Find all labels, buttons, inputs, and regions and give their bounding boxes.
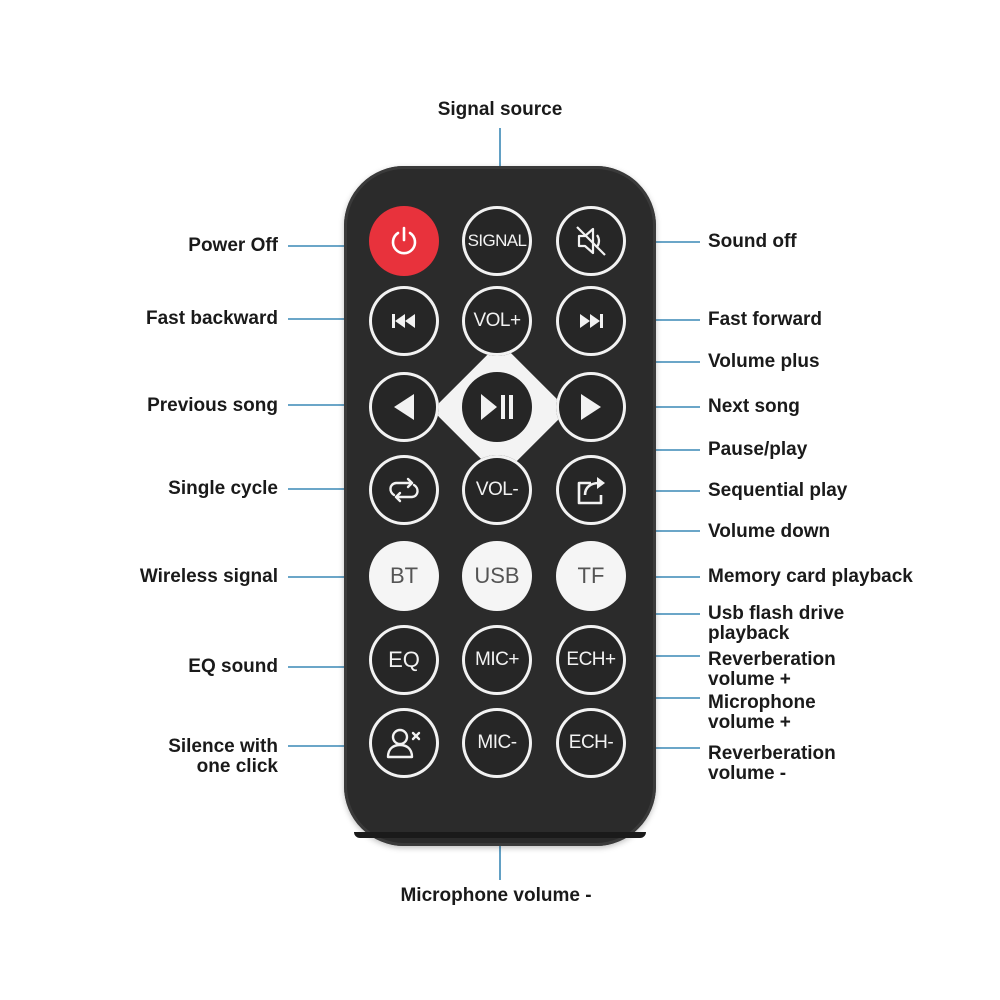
label-sequential-play: Sequential play bbox=[708, 480, 848, 501]
label-wireless-signal: Wireless signal bbox=[139, 566, 278, 587]
label-previous-song: Previous song bbox=[147, 395, 278, 416]
label-mic-plus-line1: Microphone bbox=[708, 692, 816, 713]
tf-button[interactable] bbox=[556, 541, 626, 611]
label-reverb-plus-line2: volume + bbox=[708, 669, 791, 690]
signal-button[interactable] bbox=[462, 206, 532, 276]
previous-button[interactable] bbox=[369, 372, 439, 442]
fast-backward-button[interactable] bbox=[369, 286, 439, 356]
label-eq-sound: EQ sound bbox=[188, 656, 278, 677]
vol-minus-button[interactable] bbox=[462, 455, 532, 525]
mute-speaker-icon bbox=[572, 222, 610, 260]
label-usb-playback-line1: Usb flash drive bbox=[708, 603, 845, 624]
bt-button[interactable] bbox=[369, 541, 439, 611]
label-reverb-minus-line2: volume - bbox=[708, 763, 787, 784]
fast-forward-button[interactable] bbox=[556, 286, 626, 356]
bt-label: BT bbox=[389, 563, 419, 588]
repeat-icon bbox=[386, 475, 422, 505]
label-reverb-minus-line1: Reverberation bbox=[708, 743, 836, 764]
ech-plus-button[interactable] bbox=[556, 625, 626, 695]
label-microphone-volume-minus: Microphone volume - bbox=[400, 885, 592, 906]
usb-label: USB bbox=[474, 563, 520, 588]
silence-button[interactable] bbox=[369, 708, 439, 778]
label-sound-off: Sound off bbox=[708, 231, 797, 252]
signal-button-label: SIGNAL bbox=[467, 231, 527, 250]
label-fast-backward: Fast backward bbox=[146, 308, 278, 329]
label-volume-plus: Volume plus bbox=[708, 351, 820, 372]
vol-plus-label: VOL+ bbox=[473, 310, 521, 331]
label-single-cycle: Single cycle bbox=[168, 478, 278, 499]
vol-minus-label: VOL- bbox=[475, 479, 519, 500]
fast-forward-icon bbox=[576, 311, 606, 331]
previous-arrow-icon bbox=[390, 392, 418, 422]
label-next-song: Next song bbox=[708, 396, 800, 417]
eq-label: EQ bbox=[388, 647, 420, 672]
ech-minus-button[interactable] bbox=[556, 708, 626, 778]
label-signal-source: Signal source bbox=[437, 99, 563, 120]
sequential-button[interactable] bbox=[556, 455, 626, 525]
share-arrow-icon bbox=[573, 473, 609, 507]
next-button[interactable] bbox=[556, 372, 626, 442]
label-silence-line2: one click bbox=[196, 756, 278, 777]
mic-plus-button[interactable] bbox=[462, 625, 532, 695]
tf-label: TF bbox=[577, 563, 605, 588]
mic-minus-button[interactable] bbox=[462, 708, 532, 778]
ech-minus-label: ECH- bbox=[568, 732, 614, 753]
power-icon bbox=[387, 224, 421, 258]
mic-minus-label: MIC- bbox=[477, 732, 517, 753]
ech-plus-label: ECH+ bbox=[566, 649, 616, 670]
label-usb-playback-line2: playback bbox=[708, 623, 790, 644]
single-cycle-button[interactable] bbox=[369, 455, 439, 525]
fast-backward-icon bbox=[389, 311, 419, 331]
next-arrow-icon bbox=[577, 392, 605, 422]
vol-plus-button[interactable] bbox=[462, 286, 532, 356]
label-mic-plus-line2: volume + bbox=[708, 712, 791, 733]
user-mute-icon bbox=[385, 726, 423, 760]
label-pause-play: Pause/play bbox=[708, 439, 808, 460]
eq-button[interactable] bbox=[369, 625, 439, 695]
label-power-off: Power Off bbox=[188, 235, 278, 256]
play-pause-button[interactable] bbox=[462, 372, 532, 442]
power-button[interactable] bbox=[369, 206, 439, 276]
label-reverb-plus-line1: Reverberation bbox=[708, 649, 836, 670]
label-fast-forward: Fast forward bbox=[708, 309, 823, 330]
play-pause-icon bbox=[477, 391, 517, 423]
label-memory-card-playback: Memory card playback bbox=[708, 566, 913, 587]
label-silence-line1: Silence with bbox=[168, 736, 278, 757]
mute-button[interactable] bbox=[556, 206, 626, 276]
mic-plus-label: MIC+ bbox=[475, 649, 519, 670]
label-volume-down: Volume down bbox=[708, 521, 831, 542]
usb-button[interactable] bbox=[462, 541, 532, 611]
